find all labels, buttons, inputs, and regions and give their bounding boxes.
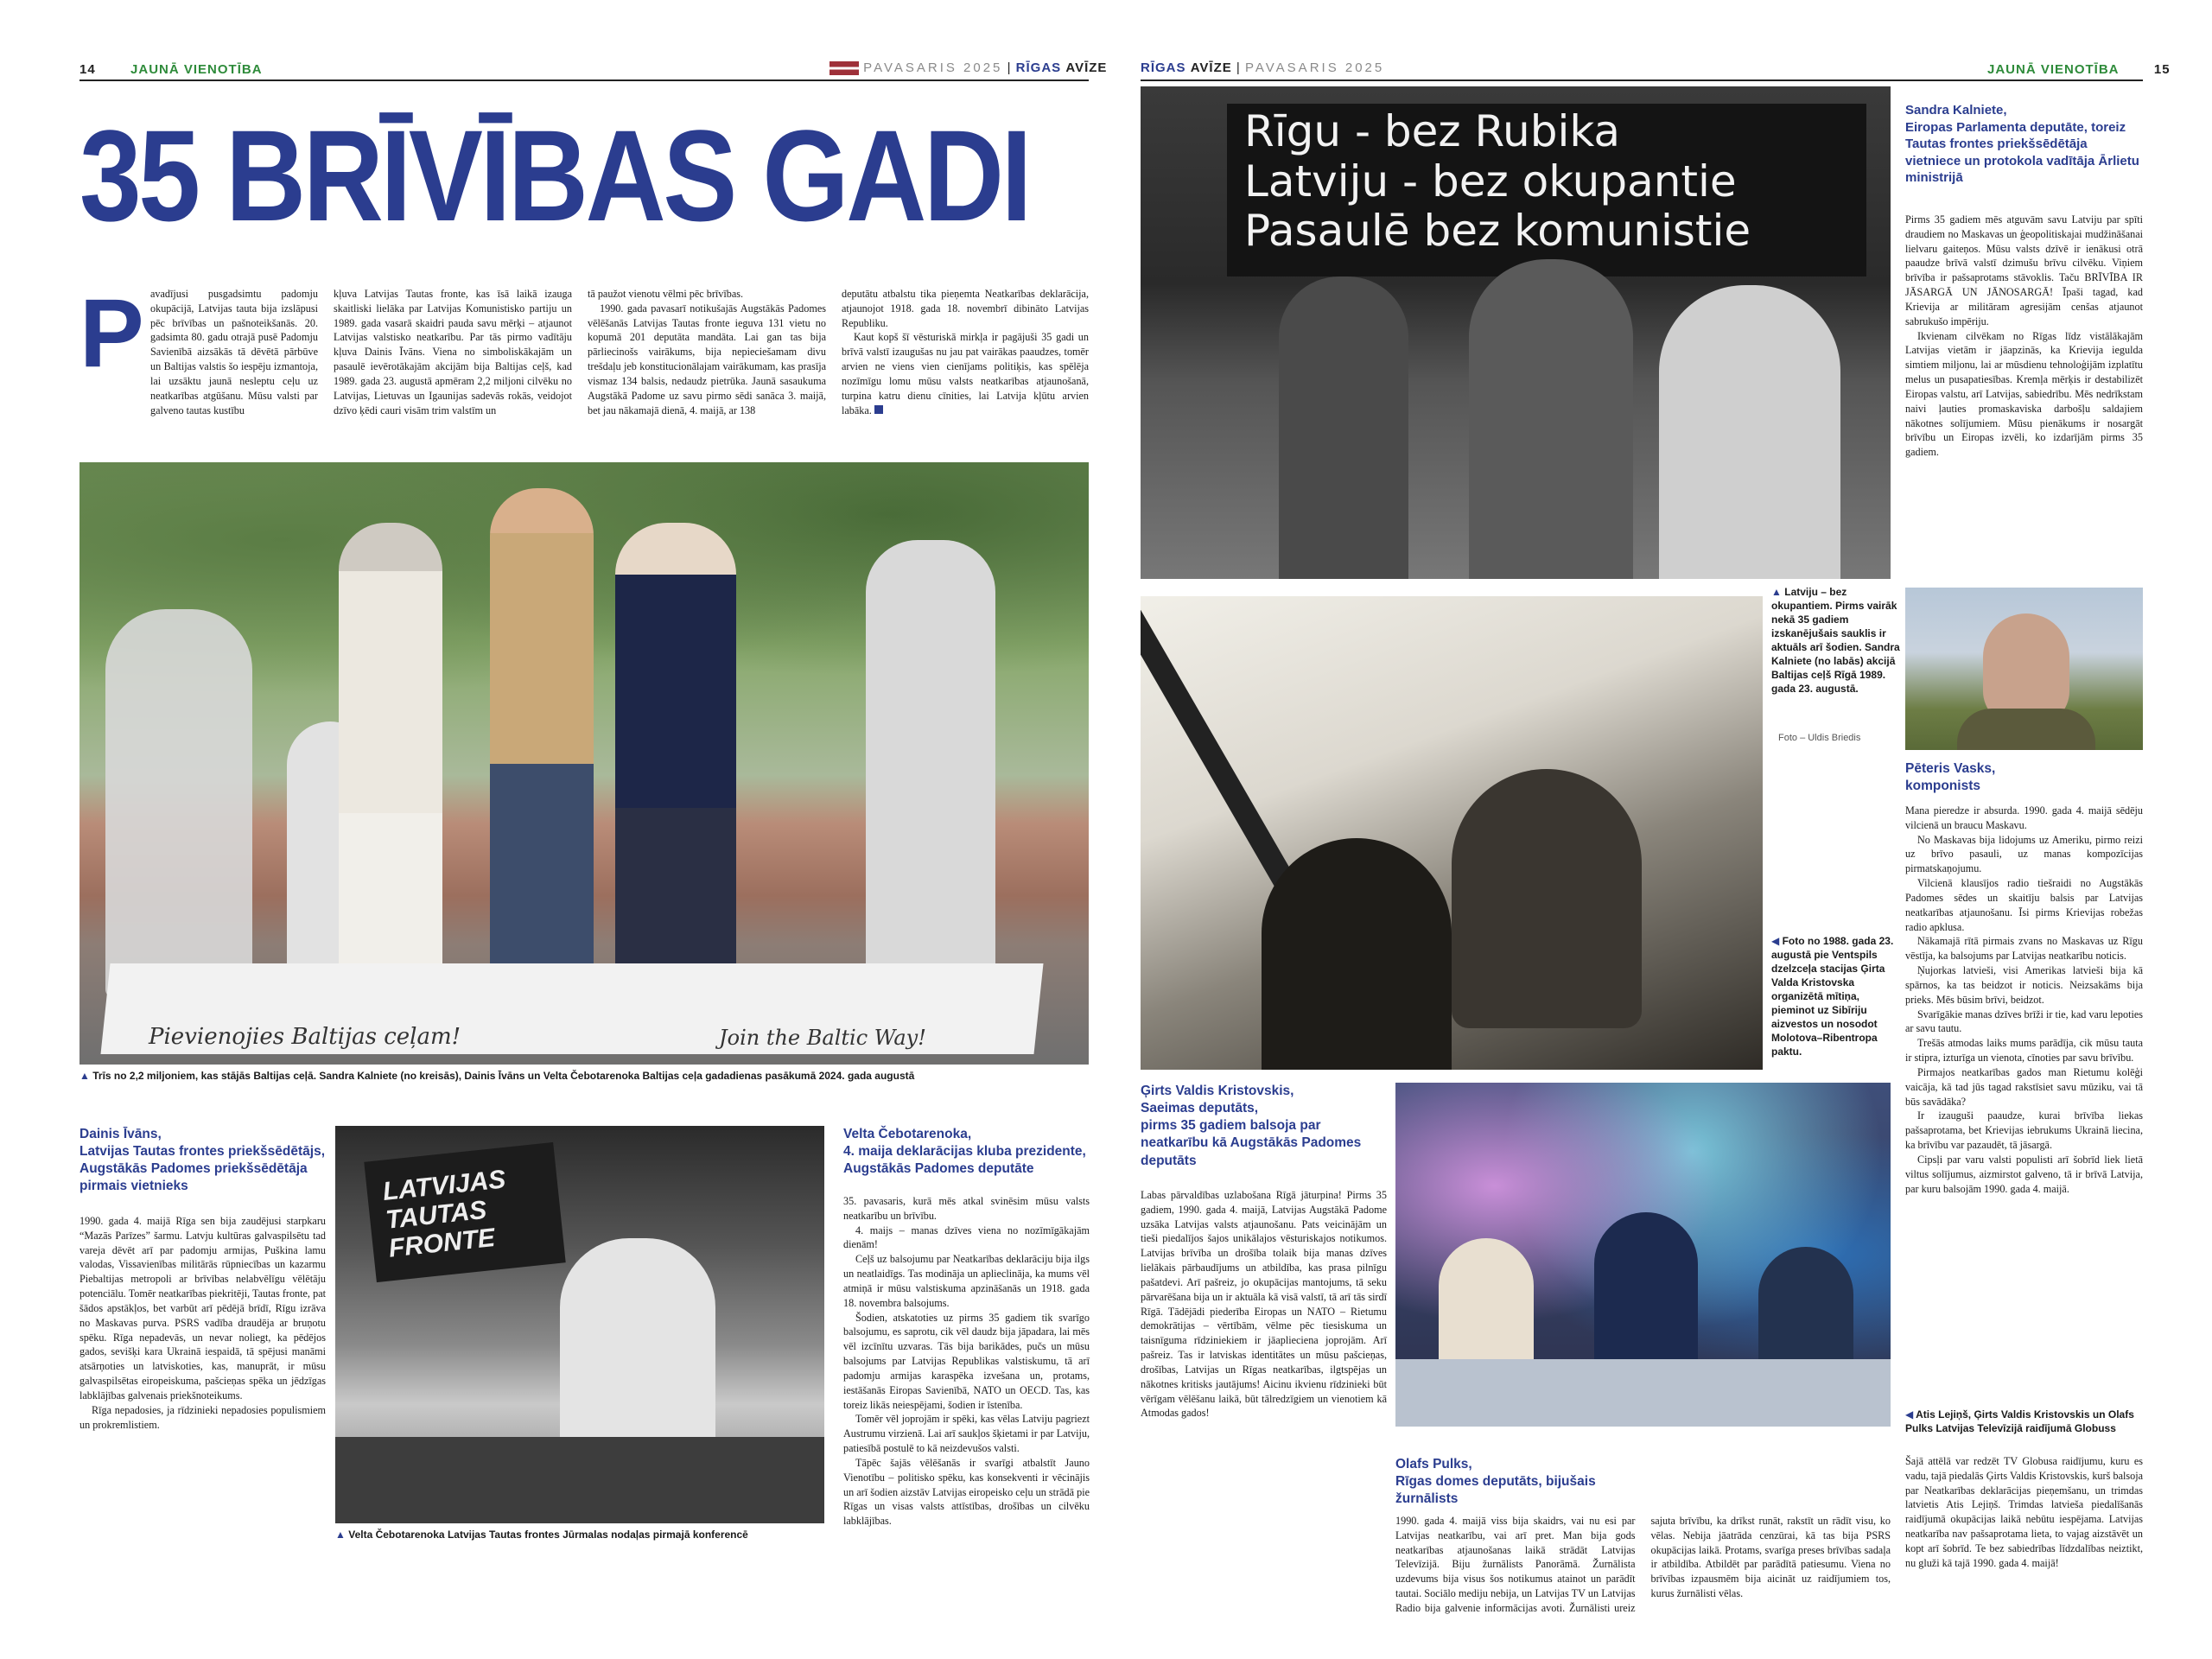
vasks-byline: Pēteris Vasks, komponists xyxy=(1905,761,1996,794)
person-kristovskis-tv xyxy=(1594,1212,1698,1376)
banner-text-left: Pievienojies Baltijas ceļam! xyxy=(149,1024,461,1050)
kalniete-text xyxy=(1905,213,2143,460)
cebotarenoka-paragraph-3: Ceļš uz balsojumu par Neatkarības deklarāciju bija ilgs un neatlaidīgs. Tas modināja un aplieclināja, ka mums vēl atmiņā ir mūsu valstiskuma apzināšanās un 1918. gada 18. novembra balsojums. xyxy=(843,1253,1090,1309)
small-photo-caption-text: Velta Čebotarenoka Latvijas Tautas frontes Jūrmalas nodaļas pirmajā konferencē xyxy=(348,1529,748,1541)
caption-triangle-icon: ▲ xyxy=(79,1070,90,1082)
kristovskis-text xyxy=(1141,1188,1387,1421)
tv-photo-paragraph: Šajā attēlā var redzēt TV Globusa raidījumu, kuru es vadu, tajā piedalās Ģirts Valdis Kristovskis, kurš balsoja par Neatkarības deklarācijas pieņemšanu, un trimdas latvietis Atis Lejiņš. Trimdas latvieša piedalīšanās raidījumā okupācijas laikā nebūtu iespējama. Latvijas neatkarība nav pašsaprotama lieta, to vajag aizstāvēt un kopt arī šobrīd. Te bez sabiedrības līdzdalības neiztikt, nu gluži kā tajā 1990. gada 4. maijā! xyxy=(1905,1455,2143,1569)
vasks-paragraph-3: Vilcienā klausījos radio tiešraidi no Augstākās Padomes sēdes un skaitīju balsis par Latvijas neatkarības atjaunošanu. Īsi pirms Krievijas robežas radio apklusa. xyxy=(1905,877,2143,933)
header-rule-right xyxy=(1141,79,2143,81)
person-protester-2 xyxy=(1469,259,1633,579)
vasks-text xyxy=(1905,804,2143,1196)
cebotarenoka-paragraph-1: 35. pavasaris, kurā mēs atkal svinēsim mūsu valsts neatkarību un brīvību. xyxy=(843,1195,1090,1222)
ivans-text xyxy=(79,1214,326,1432)
protest-banner-text: Rīgu - bez Rubika Latviju - bez okupantie Pasaulē bez komunistie xyxy=(1244,106,1751,256)
pulks-text xyxy=(1395,1514,1891,1616)
vasks-paragraph-4: Nākamajā rītā pirmais zvans no Maskavas uz Rīgu vēstīja, ka balsojums par Latvijas neatkarību noticis. xyxy=(1905,935,2143,963)
intro-column-3 xyxy=(588,287,826,417)
vasks-paragraph-8: Pirmajos neatkarības gados man Rietumu kolēģi vaicāja, kā tad jūs tagad rakstīsiet savu mūziku, vai tā būs savādāka? xyxy=(1905,1065,2143,1108)
intro-text-1: avadījusi pusgadsimtu padomju okupācijā, Latvijas tauta bija izslāpusi pēc brīvības un pašnoteikšanās. 20. gadsimta 80. gadu otrajā pusē Padomju Savienībā aizsākās tā dēvētā pārbūve un Baltijas valstis šo iespēju izmantoja, lai uzsāktu jaunā nesleptu ceļu uz neatkarības atgūšanu. Mūsu valsti par galveno tautas kustību xyxy=(150,288,318,416)
header-rule-left xyxy=(79,79,1089,81)
person-sandra-kalniete xyxy=(339,523,442,1007)
latvian-flag-icon xyxy=(830,61,859,75)
intro-text-3: tā paužot vienotu vēlmi pēc brīvības. xyxy=(588,288,744,300)
drop-cap: P xyxy=(79,279,144,387)
page-headline: 35 BRĪVĪBAS GADI xyxy=(79,103,1030,248)
crowd-silhouette xyxy=(1262,838,1452,1070)
rally-photo-caption xyxy=(1771,935,1901,1059)
tv-photo-caption xyxy=(1905,1408,2143,1436)
person-sandra-kalniete-1989 xyxy=(1659,285,1840,579)
vasks-paragraph-7: Trešās atmodas laiks mums parādīja, cik mūsu tauta ir stipra, izturīga un vienota, cīnoties par savu brīvību. xyxy=(1905,1037,2143,1065)
cebotarenoka-paragraph-4: Šodien, atskatoties uz pirms 35 gadiem tik svarīgo balsojumu, es saprotu, cik vēl daudz bija jāpadara, lai mēs vēl izcīnītu uzvaras. Tās bija barikādes, pučs un mūsu balsojums par Latvijas Republikas valstiskumu, tā arī padomju armijas karaspēka izvešana un, protams, iestāšanās Eiropas Savienībā, NATO un OECD. Tas, kas toreiz likās neiespējami, šodien ir īstenība. xyxy=(843,1311,1090,1411)
left-header-masthead: PAVASARIS 2025 | RĪGAS AVĪZE xyxy=(830,60,1107,75)
ivans-byline: Dainis Īvāns, Latvijas Tautas frontes priekšsēdētājs, Augstākās Padomes priekšsēdētāja pirmais vietnieks xyxy=(79,1127,325,1194)
intro-text-4: 1990. gada pavasarī notikušajās Augstākās Padomes vēlēšanās Latvijas Tautas fronte ieguva 131 vietu no kopumā 201 deputāta mandāta. Lai gan tas bija pārliecinošs vairākums, bija nepieciešamam divu trešdaļu jeb konstitucionālajam vairākumam, kas prasīja vismaz 134 balsis, nedaudz pietrūka. Jaunā sasaukuma Augstākā Padome uz savu pirmo sēdi sanāca 3. maijā, bet jau nākamajā dienā, 4. maijā, ar 138 xyxy=(588,302,826,416)
intro-text-6: Kaut kopš šī vēsturiskā mirkļa ir pagājuši 35 gadi un brīvā valstī izaugušas nu jau pat vairākas paaudzes, tomēr arvien ne viens vien cienījams politiķis, kas spēlēja nozīmīgu lomu mūsu valsts neatkarības atjaunošanā, turpina katru dienu cīnities, lai Latvija kļūtu arvien labāka. xyxy=(842,331,1089,416)
paper-name-a-right: RĪGAS xyxy=(1141,60,1186,75)
tv-photo-caption-text: Atis Lejiņš, Ģirts Valdis Kristovskis un Olafs Pulks Latvijas Televīzijā raidījumā Globuss xyxy=(1905,1408,2134,1434)
protest-photo-caption xyxy=(1771,586,1901,696)
ivans-paragraph-1: 1990. gada 4. maijā Rīga sen bija zaudējusi starpkaru “Mazās Parīzes” šarmu. Latvju kultūras galvaspilsētu tad vareja dēvēt arī par padomju armijas, Puškina lamu valodas, Vissavienības militārās rūpniecības un kazarmu Piebaltijas metropoli ar brīvības nelabvēlīgu vēlētāju potenciālu. Tomēr neatkarības piekritēji, Tautas fronte, pat šādos apstākļos, bet varbūt arī pēdējā brīdī, Rīgu izrāva no Maskavas purva. PSRS vadība draudēja ar bruņotu spēku. Rīga nepadevās, un nevar noliegt, ka pēdējos gados, sevišķi kara Ukrainā iespaidā, tā spējusi manāmi atsārņoties un latviskoties, kas, manuprāt, ir mūsu galvaspilsētas eiropeiskuma, pašcieņas spēka un jēdzīgas labklājības galvenais priekšnoteikums. xyxy=(79,1215,326,1402)
cebotarenoka-byline: Velta Čebotarenoka, 4. maija deklarācijas kluba prezidente, Augstākās Padomes deputāte xyxy=(843,1127,1086,1177)
page-number-right: 15 xyxy=(2153,62,2171,77)
vasks-paragraph-10: Cipsļi par varu valsti populisti arī šobrīd liek lietā viltus solījumus, aizmirstot galveno, tā ir brīvā Latvija, par kuru balsojām 1990. gada 4. maijā. xyxy=(1905,1153,2143,1195)
kalniete-paragraph-1: Pirms 35 gadiem mēs atguvām savu Latviju par spīti draudiem no Maskavas un ģeopolitiskajai mudžināšanai lielvaru gaiteņos. Mūsu valsts dzīvē ir ienākusi otrā paaudze brīvā valstī dzimušu brīvu cilvēku. Viņiem brīvība ir pašsaprotams stāvoklis. Taču BRĪVĪBA IR JĀSARGĀ UN JĀNOSARGĀ! Īpaši tagad, kad Krievija ar militāram agresijām cenšas atjaunot sabrukušo impēriju. xyxy=(1905,213,2143,327)
vasks-paragraph-1: Mana pieredze ir absurda. 1990. gada 4. maijā sēdēju vilcienā un braucu Maskavu. xyxy=(1905,804,2143,831)
cebotarenoka-paragraph-6: Tāpēc šajās vēlēšanās ir svarīgi atbalstīt Jauno Vienotību – politisko spēku, kas konsekventi ir vēcinājis un arī šodien aizstāv Latvijas eiropeisko ceļu un strādā pie Rīgas un visas valsts attīstības, drošības un cilvēku labklājības. xyxy=(843,1456,1090,1528)
ivans-paragraph-2: Rīga nepadosies, ja rīdzinieki nepadosies populismiem un prokremlistiem. xyxy=(79,1403,326,1431)
right-header-masthead: RĪGAS AVĪZE | PAVASARIS 2025 xyxy=(1141,60,1385,75)
season-right: PAVASARIS 2025 xyxy=(1245,60,1385,75)
person-dainis-ivans xyxy=(490,488,594,989)
caption-triangle-left-icon: ◀ xyxy=(1905,1408,1914,1421)
cutout-man-figure xyxy=(866,540,995,998)
intro-column-2 xyxy=(334,287,572,417)
season-left: PAVASARIS 2025 xyxy=(863,60,1003,75)
right-header xyxy=(1987,62,2171,77)
rally-photo-caption-text: Foto no 1988. gada 23. augustā pie Ventspils dzelzceļa stacijas Ģirta Valda Kristovska organizētā mītiņa, pieminot uz Sibīriju aizvestos un nosodot Molotova–Ribentropa paktu. xyxy=(1771,935,1894,1058)
vasks-paragraph-2: No Maskavas bija lidojums uz Ameriku, pirmo reizi uz brīvo pasauli, uz manas kompozīcijas pirmatskaņojumu. xyxy=(1905,833,2143,875)
pulks-paragraph-1: 1990. gada 4. maijā viss bija skaidrs, vai nu esi par Latvijas neatkarību, vai arī pret. Man bija gods neatkarības atjaunošanas laikā strādāt Latvijas Televīzijā. Biju žurnālists Panorāmā. Žurnālista uzdevums bija visus šos notikumus atainot un parādīt tautai. Sociālo mediju nebija, un Latvijas TV un Latvijas Radio bija galvenie informācijas avoti. Žurnālisti ureiz sajuta brīvību, ka drīkst runāt, rakstīt un rādīt visu, ko vēlas. Nebija jāatrāda cenzūrai, kā tas bija PSRS okupācijas laikā. Protams, svarīga preses brīvības sadaļa ir atbildība. Atbildēt par parādītā patiesumu. Viena no brīvības izpausmēm bija aicināt uz raidījumiem tos, kurus žurnālisti vēlas. xyxy=(1395,1515,1891,1614)
podium xyxy=(335,1437,824,1523)
protest-photo-caption-text: Latviju – bez okupantiem. Pirms vairāk nekā 35 gadiem izskanējušais sauklis ir aktuāls arī šodien. Sandra Kalniete (no labās) akcijā Baltijas ceļš Rīgā 1989. gada 23. augustā. xyxy=(1771,586,1900,695)
main-photo xyxy=(79,462,1089,1065)
small-photo-caption xyxy=(335,1529,824,1542)
paper-name-b-right: AVĪZE xyxy=(1190,60,1232,75)
intro-column-1 xyxy=(79,279,318,417)
rally-photo-1988 xyxy=(1141,596,1763,1070)
kalniete-byline: Sandra Kalniete, Eiropas Parlamenta deputāte, toreiz Tautas frontes priekšsēdētāja vietniece un protokola vadītāja Ārlietu ministrijā xyxy=(1905,103,2139,185)
small-bw-photo xyxy=(335,1126,824,1523)
main-photo-caption-text: Trīs no 2,2 miljoniem, kas stājās Baltijas ceļā. Sandra Kalniete (no kreisās), Dainis Īvāns un Velta Čebotarenoka Baltijas ceļa gadadienas pasākumā 2024. gada augustā xyxy=(92,1070,915,1082)
intro-text-5: deputātu atbalstu tika pieņemta Neatkarības deklarācija, atjaunojot 1918. gada 18. novembrī dibināto Latvijas Republiku. xyxy=(842,288,1089,329)
intro-column-4 xyxy=(842,287,1089,417)
intro-text-2: kļuva Latvijas Tautas fronte, kas īsā laikā izauga skaitliski lielāka par Latvijas Komunistisko partiju un 1989. gada vasarā skaidri pauda savu mērķi – atjaunot Latvijas valstisko neatkarību. Par tās pirmo vadītāju kļuva Dainis Īvāns. Viena no simboliskākajām un pasaulē ievērotākajām akcijām bija Baltijas ceļš, kad 1989. gada 23. augustā apmēram 2,2 miljoni cilvēku no Latvijas, Lietuvas un Igaunijas sadevās rokās, veidojot dzīvo ķēdi cauri visām trim valstīm un xyxy=(334,288,572,416)
section-label-right: JAUNĀ VIENOTĪBA xyxy=(1987,62,2120,77)
studio-desk xyxy=(1395,1359,1891,1427)
caption-triangle-icon: ▲ xyxy=(335,1529,346,1541)
caption-triangle-left-icon: ◀ xyxy=(1771,935,1780,947)
kalniete-paragraph-2: Ikvienam cilvēkam no Rīgas līdz vistālākajām Latvijas vietām ir jāapzinās, ka Krievija iegulda simtiem miljonu, lai ar mūsdienu tehnoloģijām izplatītu melus un pusapatiesības. Kremļa mērķis ir destabilizēt Eiropas valstu, arī Latvijas, sabiedrību. Mēs nedrīkstam naivi ļauties promaskaviska darbošļu saldajiem nākotnes solījumiem. Mūsu pienākums ir nosargāt brīvību un Eiropas izvēli, ko izdarījām pirms 35 gadiem. xyxy=(1905,329,2143,459)
kristovskis-byline: Ģirts Valdis Kristovskis, Saeimas deputāts, pirms 35 gadiem balsoja par neatkarību kā Augstākās Padomes deputāts xyxy=(1141,1084,1362,1168)
person-protester-1 xyxy=(1279,276,1408,579)
tautas-fronte-sign-text: LATVIJAS TAUTAS FRONTE xyxy=(381,1165,507,1263)
page-number-left: 14 xyxy=(79,62,96,77)
tv-studio-photo xyxy=(1395,1083,1891,1427)
vasks-paragraph-6: Svarīgākie manas dzīves brīži ir tie, kad varu lepoties ar savu tautu. xyxy=(1905,1007,2143,1035)
paper-name-b-left: AVĪZE xyxy=(1065,60,1108,75)
caption-triangle-icon: ▲ xyxy=(1771,586,1782,598)
vasks-paragraph-9: Ir izauguši paaudze, kurai brīvība liekas pašsaprotama, bet Krievijas iebrukums Ukrainā liecina, ka brīvību var pazaudēt, tā jāsargā. xyxy=(1905,1109,2143,1152)
cebotarenoka-paragraph-2: 4. maijs – manas dzīves viena no nozīmīgākajām dienām! xyxy=(843,1224,1090,1251)
cutout-woman-figure xyxy=(105,609,252,998)
vasks-paragraph-5: Ņujorkas latvieši, visi Amerikas latvieši bija kā spārnos, ka tas beidzot ir noticis. Neizsakāms bija prieks. Mēs būsim brīvi, beidzot. xyxy=(1905,964,2143,1006)
vasks-portrait xyxy=(1905,588,2143,750)
pulks-byline: Olafs Pulks, Rīgas domes deputāts, bijušais žurnālists xyxy=(1395,1457,1596,1507)
cebotarenoka-paragraph-5: Tomēr vēl joprojām ir spēki, kas vēlas Latviju pagriezt Austrumu virzienā. Lai arī saukļos šķietami ir par Latviju, patiesībā postulē to kā neizdevušos valsti. xyxy=(843,1413,1090,1455)
section-label-left: JAUNĀ VIENOTĪBA xyxy=(130,62,263,77)
kristovskis-paragraph-1: Labas pārvaldības uzlabošana Rīgā jāturpina! Pirms 35 gadiem, 1990. gada 4. maijā, Latvijas Augstākā Padome uzsāka Latvijas valsts atjaunošanu. Pats veicinājām un tieši piedalījos šajos unikālajos vēsturiskajos notikumos. Latvijas brīvība un drošība tolaik bija manas dzīves lielākais pārbaudījums un atbildība, kas prasa pilnīgu pašatdevi. Arī pašreiz, jo okupācijas mantojums, tā seku pārvarēšana bija un ir aktuāla kā visā valstī, tā arī tās sirdī Rīgā. Tādējādi piederība Eiropas un NATO – Rietumu demokrātijas – vērtībām, vēlme pēc tiesiskuma un taisnīguma rīdziniekiem ir jāaplieciena joprojām. Arī pašreiz. Tas ir latviskas identitātes un mūsu pašcieņas, drošības, Latvijas un Rīgas neatkarības, ilgtspējas un nākotnes kritisks jautājums! Aicinu ikvienu rīdzinieki būt vērīgam vēlēšanu laikā, būt tālredzīgiem un vienotiem kā Atmodas gados! xyxy=(1141,1189,1387,1420)
tv-photo-text xyxy=(1905,1454,2143,1571)
banner-text-right: Join the Baltic Way! xyxy=(719,1026,926,1050)
protest-photo-credit: Foto – Uldis Briedis xyxy=(1778,733,1861,743)
cebotarenoka-text xyxy=(843,1194,1090,1529)
person-girts-kristovskis xyxy=(1452,769,1642,1028)
left-header xyxy=(79,62,263,77)
paper-name-a-left: RĪGAS xyxy=(1015,60,1062,75)
protest-photo xyxy=(1141,86,1891,579)
vasks-jacket xyxy=(1957,709,2095,750)
end-mark-icon xyxy=(874,405,883,414)
main-photo-caption xyxy=(79,1070,1089,1084)
